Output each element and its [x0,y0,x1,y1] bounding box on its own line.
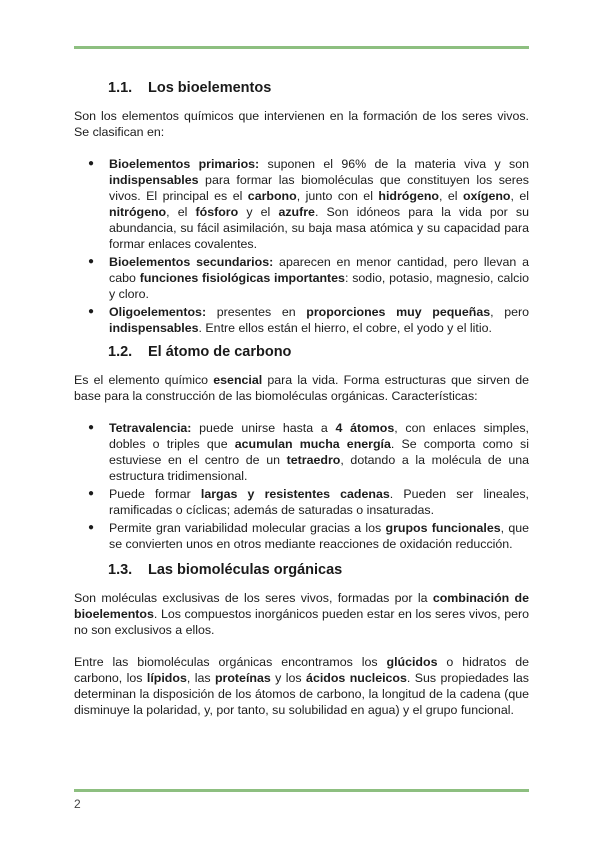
bold-term: oxígeno [462,189,511,203]
bold-term: Tetravalencia: [109,421,192,435]
page-number: 2 [74,797,81,811]
section-number: 1.2. [108,344,133,360]
bullet-icon: ● [88,488,95,499]
bold-term: Bioelementos primarios: [109,157,260,171]
section-title: El átomo de carbono [148,344,292,360]
bold-term: carbono [247,189,297,203]
bottom-divider [74,789,529,792]
section-heading-1-3 [74,562,529,578]
bold-term: glúcidos [386,655,438,669]
bold-term: Bioelementos secundarios: [109,255,274,269]
bold-term: nitrógeno [109,205,167,219]
bold-term: ácidos nucleicos [306,671,407,685]
section-heading-1-2 [74,344,529,360]
bold-term: indispensables [109,321,199,335]
list-item: ● Bioelementos primarios: suponen el 96% de la materia viva y son indispensables para formar las biomoléculas que constituyen los seres vivos. El principal es el carbono, junto con el hidrógeno, el oxígeno, el nitrógeno, el fósforo y el azufre. Son idóneos para la vida por su abundancia, su fácil asimilación, su baja masa atómica y su capacidad para formar enlaces covalentes. [88,157,530,251]
list-item: ● Puede formar largas y resistentes cadenas. Pueden ser lineales, ramificadas o cíclicas; además de saturadas o insaturadas. [88,487,529,517]
bullet-icon: ● [88,306,95,317]
section-number: 1.1. [108,80,133,96]
bold-term: acumulan mucha energía [234,437,391,451]
top-divider [74,46,529,49]
section-heading-1-1 [74,80,529,96]
bold-term: grupos funcionales [385,521,501,535]
section-title: Las biomoléculas orgánicas [148,562,343,578]
bold-term: 4 átomos [335,421,395,435]
bullet-icon: ● [88,256,95,267]
bold-term: funciones fisiológicas importantes [139,271,345,285]
bold-term: Oligoelementos: [109,305,207,319]
section-title: Los bioelementos [148,80,272,96]
list-item: ● Bioelementos secundarios: aparecen en menor cantidad, pero llevan a cabo funciones fisiológicas importantes: sodio, potasio, magnesio, calcio y cloro. [88,255,530,301]
bold-term: tetraedro [286,453,341,467]
bold-term: indispensables [109,173,199,187]
section-1-3-paragraph: Son moléculas exclusivas de los seres vivos, formadas por la combinación de bioelementos. Los compuestos inorgánicos pueden estar en los seres vivos, pero no son exclusivos a ellos. [74,591,529,637]
bold-term: fósforo [195,205,239,219]
bold-term: azufre [278,205,315,219]
bold-term: hidrógeno [378,189,439,203]
section-1-3-paragraph: Entre las biomoléculas orgánicas encontramos los glúcidos o hidratos de carbono, los lípidos, las proteínas y los ácidos nucleicos. Sus propiedades las determinan la disposición de los átomos de carbono, la longitud de la cadena (que disminuye la polaridad, y, por tanto, su solubilidad en agua) y el grupo funcional. [74,655,529,717]
list-item: ● Tetravalencia: puede unirse hasta a 4 átomos, con enlaces simples, dobles o triples que acumulan mucha energía. Se comporta como si estuviese en el centro de un tetraedro, dotando a la molécula de una estructura tridimensional. [88,421,529,483]
section-number: 1.3. [108,562,133,578]
bold-term: proteínas [214,671,271,685]
bold-term: lípidos [146,671,187,685]
section-1-2-intro: Es el elemento químico esencial para la vida. Forma estructuras que sirven de base para la construcción de las biomoléculas orgánicas. Características: [74,373,529,403]
bold-term: proporciones muy pequeñas [306,305,491,319]
section-1-1-intro: Son los elementos químicos que intervienen en la formación de los seres vivos. Se clasifican en: [74,109,529,139]
list-item: ● Oligoelementos: presentes en proporciones muy pequeñas, pero indispensables. Entre ellos están el hierro, el cobre, el yodo y el litio. [88,305,530,335]
bold-term: esencial [213,373,263,387]
page-content [74,80,529,734]
bullet-icon: ● [88,422,95,433]
bold-term: largas y resistentes cadenas [200,487,390,501]
bullet-icon: ● [88,522,95,533]
bioelementos-list [74,156,529,336]
bold-term: combinación de bioelementos [74,591,529,621]
carbono-list [74,420,529,552]
bullet-icon: ● [88,158,95,169]
list-item: ● Permite gran variabilidad molecular gracias a los grupos funcionales, que se convierten unos en otros mediante reacciones de oxidación reducción. [88,521,530,551]
